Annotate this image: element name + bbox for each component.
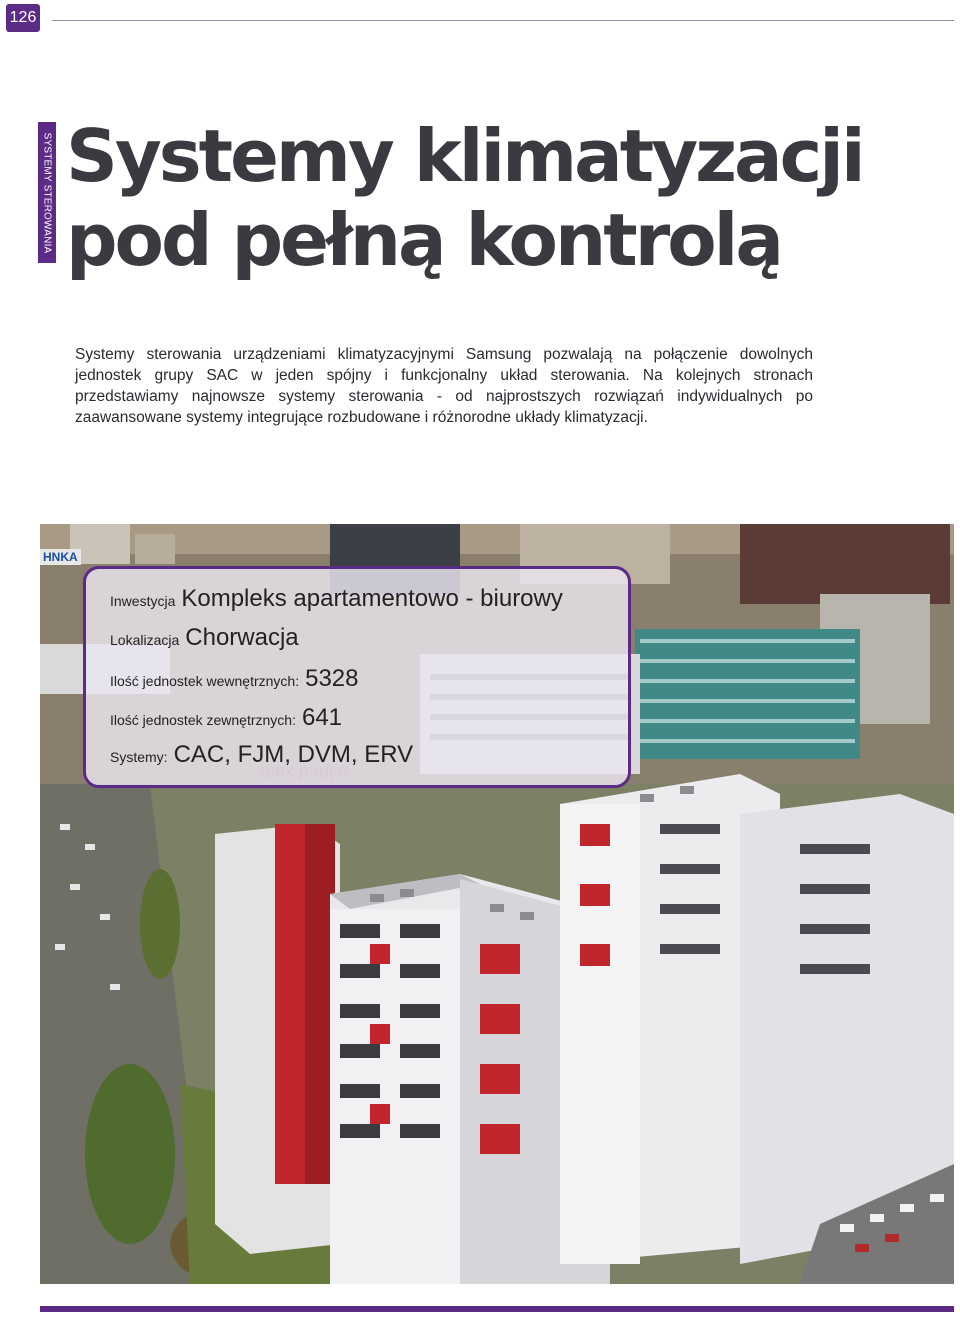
systems-value: CAC, FJM, DVM, ERV [173, 741, 414, 768]
title-line-2: pod pełną kontrolą [66, 198, 781, 282]
systems-label: Systemy: [110, 749, 168, 765]
investment-label: Inwestycja [110, 593, 176, 609]
outdoor-units-label: Ilość jednostek zewnętrznych: [110, 712, 296, 728]
location-value: Chorwacja [185, 624, 299, 651]
project-info-box [83, 566, 631, 788]
investment-row [110, 585, 563, 613]
section-side-tab [38, 122, 56, 263]
indoor-units-value: 5328 [305, 665, 359, 692]
outdoor-units-row [110, 704, 342, 732]
indoor-units-row [110, 665, 358, 693]
indoor-units-label: Ilość jednostek wewnętrznych: [110, 673, 300, 689]
page-title [66, 114, 863, 282]
section-tab-label: SYSTEMY STEROWANIA [41, 132, 53, 253]
photo-sign-top-left: HNKA [40, 549, 81, 565]
location-label: Lokalizacja [110, 632, 180, 648]
page-number: 126 [9, 9, 37, 26]
header-rule [52, 20, 954, 21]
page-number-badge [6, 4, 40, 32]
outdoor-units-value: 641 [301, 704, 343, 731]
title-line-1: Systemy klimatyzacji [66, 114, 863, 198]
investment-value: Kompleks apartamentowo - biurowy [181, 585, 563, 612]
location-row [110, 624, 299, 652]
intro-paragraph: Systemy sterowania urządzeniami klimatyzacyjnymi Samsung pozwalają na połączenie dowolnych jednostek grupy SAC w jeden spójny i funkcjonalny układ sterowania. Na kolejnych stronach przedstawiamy najnowsze systemy sterowania - od najprostszych rozwiązań indywidualnych po zaawansowane systemy integrujące rozbudowane i różnorodne układy klimatyzacji. [75, 346, 813, 426]
footer-bar [40, 1306, 954, 1312]
systems-row [110, 741, 413, 769]
